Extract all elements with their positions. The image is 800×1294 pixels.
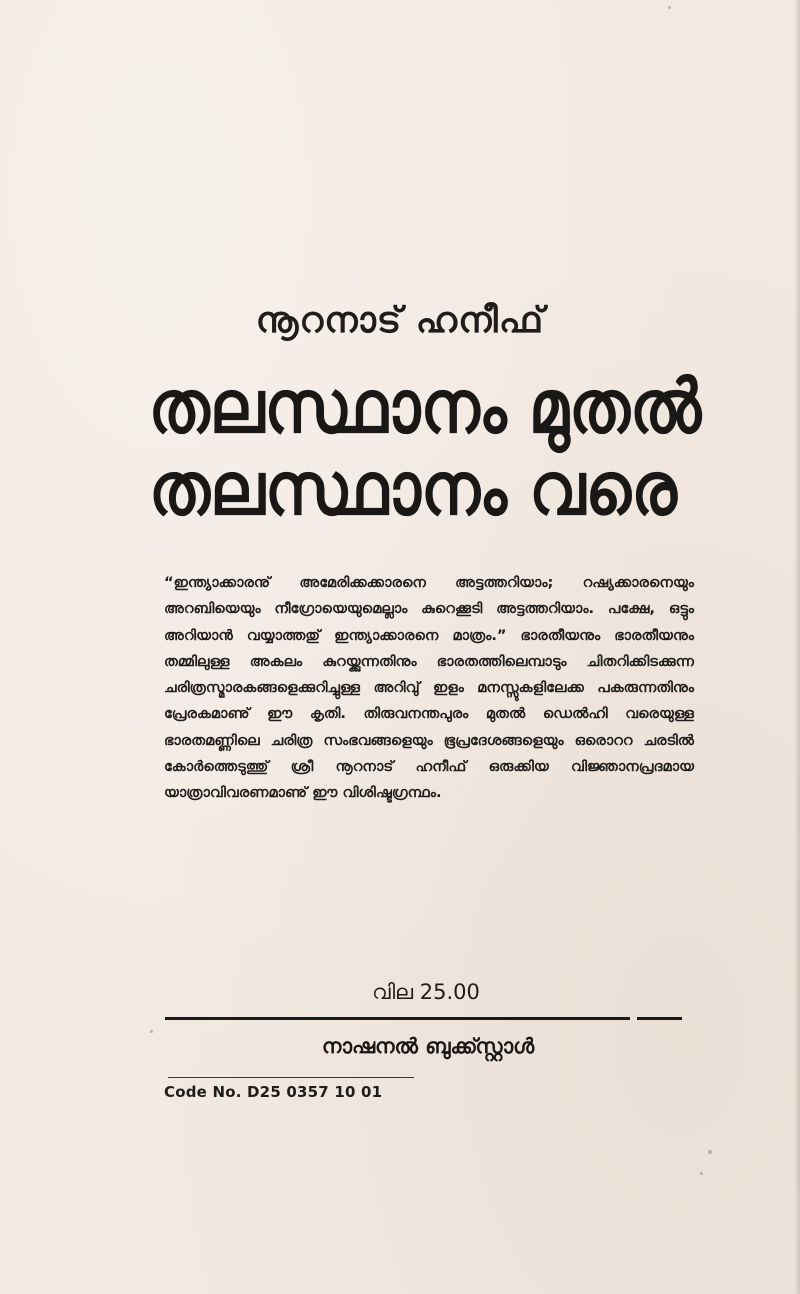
- price-label: വില 25.00: [372, 980, 480, 1004]
- cover-edge: [794, 0, 800, 1294]
- book-code: Code No. D25 0357 10 01: [164, 1083, 383, 1101]
- paper-speck: [700, 1172, 703, 1175]
- author-name: നൂറനാട് ഹനീഫ്: [255, 300, 545, 341]
- book-title-line-1: തലസ്ഥാനം മുതൽ: [148, 365, 702, 451]
- book-title-line-2: തലസ്ഥാനം വരെ: [149, 447, 677, 533]
- paper-speck: [668, 6, 671, 9]
- divider-rule-tail: [637, 1017, 682, 1020]
- paper-speck: [708, 1150, 712, 1154]
- code-divider: [168, 1077, 414, 1078]
- divider-rule: [165, 1017, 630, 1020]
- blurb-paragraph: “ഇന്ത്യാക്കാരനു് അമേരിക്കക്കാരനെ അട്ടത്തറിയാം; റഷ്യക്കാരനെയും അറബിയെയും നീഗ്രോയെയുമെല്ലാം കുറെക്കൂടി അട്ടത്തറിയാം. പക്ഷേ, ഒട്ടും അറിയാൻ വയ്യാത്തതു് ഇന്ത്യാക്കാരനെ മാത്രം.” ഭാരതീയനും ഭാരതീയനും തമ്മിലുള്ള അകലം കുറയ്ക്കുന്നതിനും ഭാരതത്തിലെമ്പാടും ചിതറിക്കിടക്കുന്ന ചരിത്രസ്മാരകങ്ങളെക്കുറിച്ചുള്ള അറിവു് ഇളം മനസ്സുകളിലേക്ക പകരുന്നതിനും പ്രേരകമാണു് ഈ കൃതി. തിരുവനന്തപുരം മുതൽ ഡെൽഹി വരെയുള്ള ഭാരതമണ്ണിലെ ചരിത്ര സംഭവങ്ങളെയും ഭൂപ്രദേശങ്ങളെയും ഒരൊററ ചരടിൽ കോർത്തെടുത്തു് ശ്രീ നൂറനാട് ഹനീഫ് ഒരുക്കിയ വിജ്ഞാനപ്രദമായ യാത്രാവിവരണമാണു് ഈ വിശിഷ്ടഗ്രന്ഥം.: [164, 574, 694, 802]
- publisher-name: നാഷനൽ ബുക്ക്സ്റ്റാൾ: [321, 1034, 535, 1058]
- paper-speck: [150, 1030, 153, 1033]
